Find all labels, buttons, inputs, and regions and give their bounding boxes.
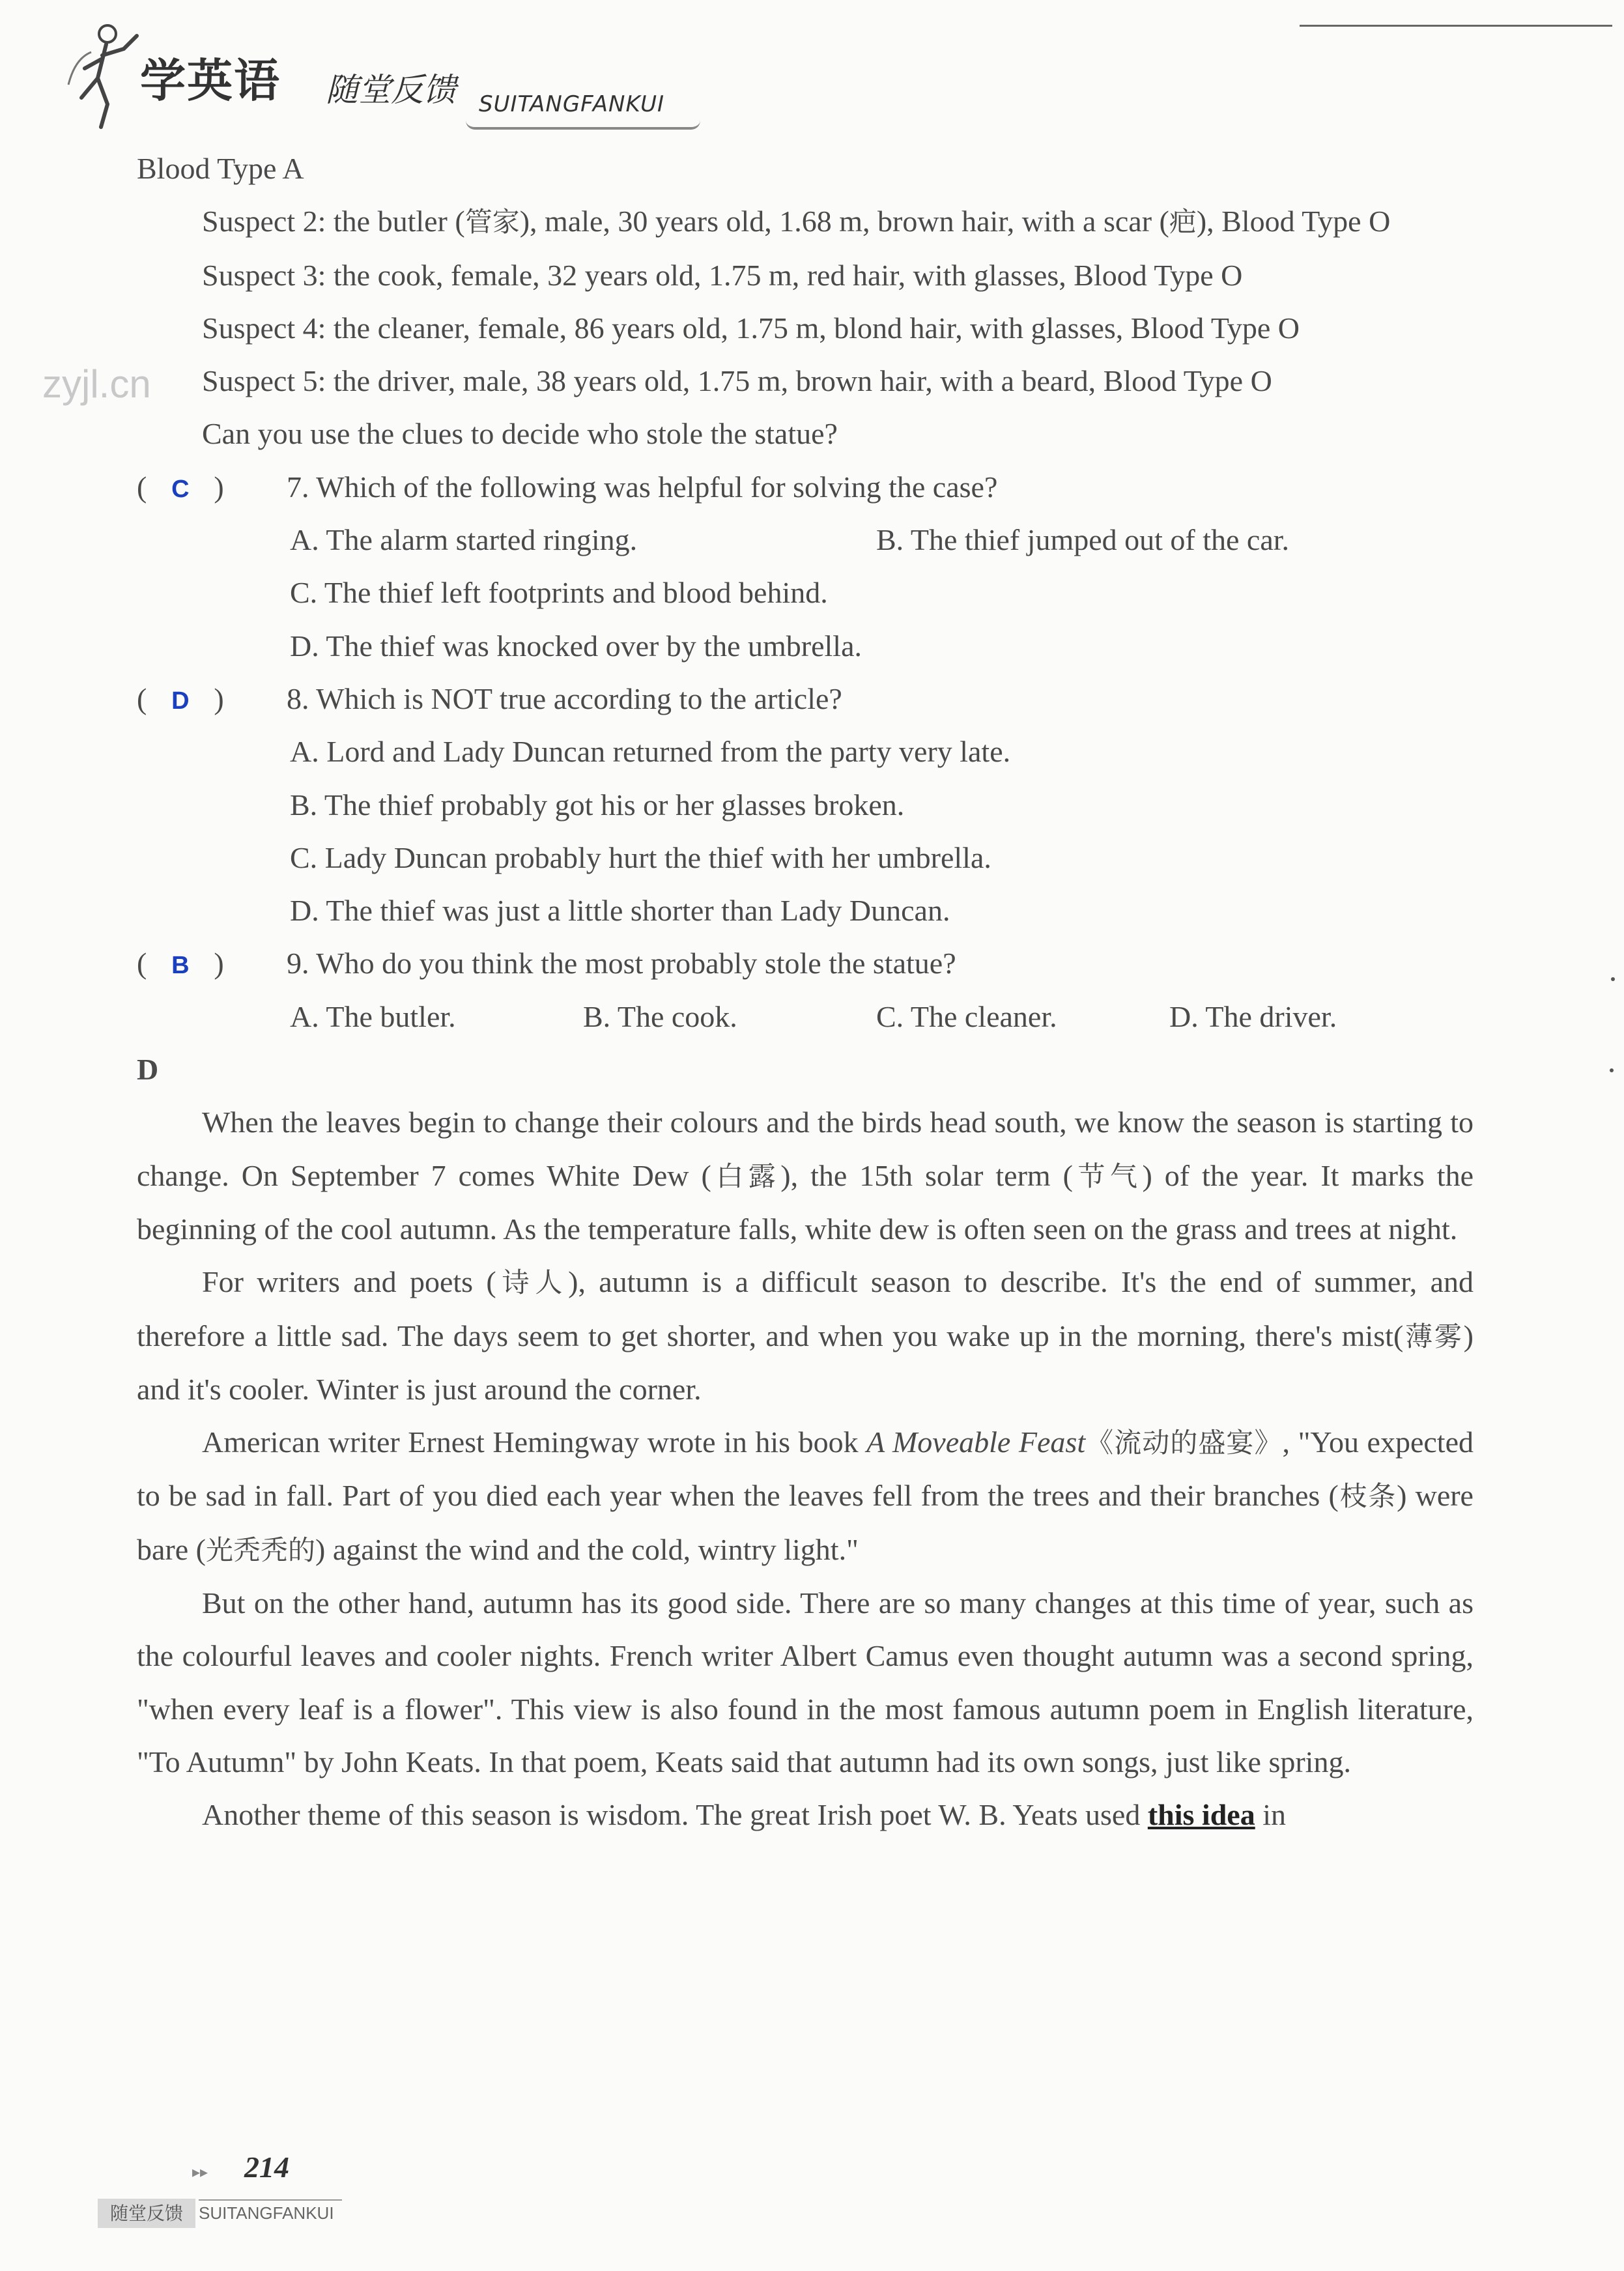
header-subtitle: 随堂反馈 [326, 71, 456, 109]
question-7: ( C ) 7. Which of the following was helpful for solving the case? [137, 461, 1474, 513]
suspect-2: Suspect 2: the butler (管家), male, 30 years old, 1.68 m, brown hair, with a scar (疤), Blood Type O [202, 205, 1391, 238]
margin-dot [1610, 1068, 1614, 1072]
suspect-5: Suspect 5: the driver, male, 38 years old, 1.75 m, brown hair, with a beard, Blood Type O [202, 364, 1272, 398]
header-pinyin: SUITANGFANKUI [479, 91, 665, 117]
q7-option-d: D. The thief was knocked over by the umbrella. [290, 629, 862, 663]
q8-option-b: B. The thief probably got his or her glasses broken. [290, 788, 905, 821]
footer-badge: 随堂反馈 [98, 2199, 195, 2228]
page-footer [91, 2150, 352, 2254]
q8-option-a: A. Lord and Lady Duncan returned from the party very late. [290, 735, 1011, 769]
runner-figure-icon [62, 20, 147, 130]
paragraph-4: But on the other hand, autumn has its good side. There are so many changes at this time of year, such as the colourful leaves and cooler nights. French writer Albert Camus even thought autumn was a second spring, "when every leaf is a flower". This view is also found in the most famous autumn poem in English literature, "To Autumn" by John Keats. In that poem, Keats said that autumn had its own songs, just like spring. [137, 1586, 1474, 1778]
header-title: 学英语 [140, 54, 281, 107]
footer-rule [199, 2199, 342, 2201]
answer-9: B [171, 952, 190, 980]
arrow-icon: ▸▸ [192, 2163, 208, 2181]
body-text [137, 142, 1474, 1842]
question-8: ( D ) 8. Which is NOT true according to the article? [137, 672, 1474, 725]
paragraph-3: American writer Ernest Hemingway wrote in his book A Moveable Feast《流动的盛宴》, "You expected to be sad in fall. Part of you died each year when the leaves fell from the trees and their branches (枝条) were bare (光秃秃的) against the wind and the cold, wintry light." [137, 1425, 1474, 1566]
underlined-phrase: this idea [1147, 1798, 1255, 1832]
header-swoosh [466, 121, 700, 130]
q7-option-c: C. The thief left footprints and blood behind. [290, 576, 828, 610]
q7-options-ab: A. The alarm started ringing. B. The thief jumped out of the car. [290, 523, 1290, 557]
paragraph-1: When the leaves begin to change their colours and the birds head south, we know the season is starting to change. On September 7 comes White Dew (白露), the 15th solar term (节气) of the year. It marks the beginning of the cool autumn. As the temperature falls, white dew is often seen on the grass and trees at night. [137, 1106, 1474, 1246]
page-header [62, 20, 1624, 137]
q9-options: A. The butler. B. The cook. C. The cleaner. D. The driver. [290, 999, 1337, 1033]
suspect-4: Suspect 4: the cleaner, female, 86 years old, 1.75 m, blond hair, with glasses, Blood Type O [202, 311, 1300, 345]
header-rule [1300, 25, 1612, 27]
footer-pinyin: SUITANGFANKUI [199, 2203, 334, 2223]
page-number: 214 [244, 2150, 289, 2184]
q8-option-d: D. The thief was just a little shorter than Lady Duncan. [290, 894, 950, 928]
paragraph-5: Another theme of this season is wisdom. The great Irish poet W. B. Yeats used this idea in [202, 1798, 1286, 1832]
watermark: zyjl.cn [42, 362, 151, 406]
question-prompt: Can you use the clues to decide who stole the statue? [202, 417, 838, 451]
suspect-3: Suspect 3: the cook, female, 32 years old, 1.75 m, red hair, with glasses, Blood Type O [202, 258, 1243, 292]
paragraph-2: For writers and poets (诗人), autumn is a difficult season to describe. It's the end of summer, and therefore a little sad. The days seem to get shorter, and when you wake up in the morning, there's mist(薄雾) and it's cooler. Winter is just around the corner. [137, 1265, 1474, 1406]
q8-option-c: C. Lady Duncan probably hurt the thief with her umbrella. [290, 840, 991, 874]
answer-7: C [171, 475, 190, 503]
book-title: A Moveable Feast [866, 1425, 1086, 1459]
answer-8: D [171, 687, 190, 715]
question-9: ( B ) 9. Who do you think the most probably stole the statue? [137, 937, 1474, 990]
section-d-heading: D [137, 1053, 159, 1087]
line-blood-type-a: Blood Type A [137, 152, 304, 185]
margin-dot [1611, 977, 1615, 981]
